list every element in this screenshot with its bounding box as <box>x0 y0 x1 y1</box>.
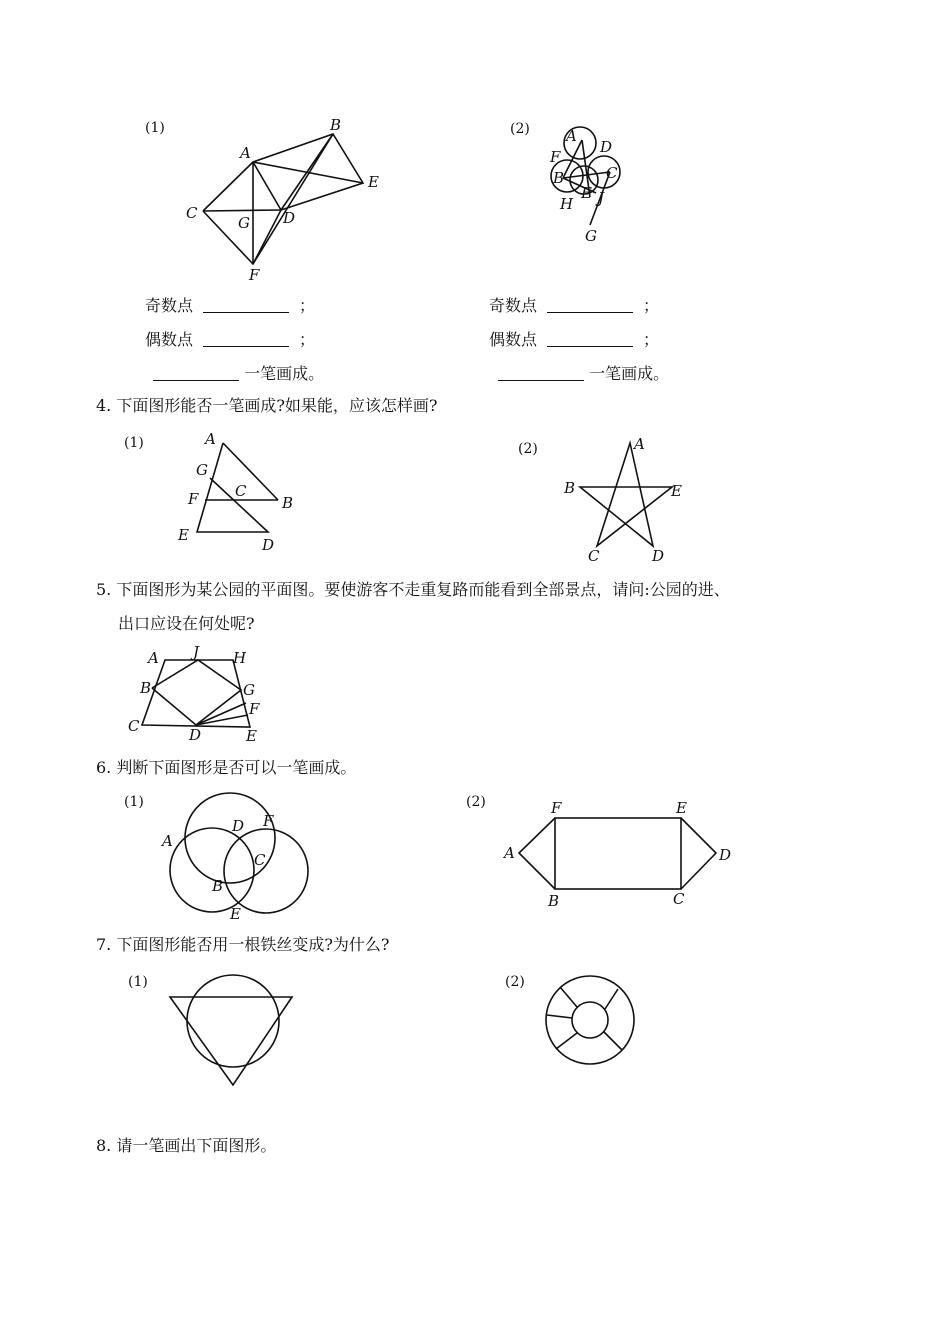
label-D: D <box>600 138 613 156</box>
q5-park-figure <box>125 645 275 745</box>
q8-text: 8. 请一笔画出下面图形。 <box>96 1136 277 1155</box>
label-E: E <box>178 526 189 544</box>
label-D: D <box>232 817 245 835</box>
q7-fig2-number: (2) <box>505 974 525 990</box>
label-A: A <box>504 844 515 862</box>
label-C: C <box>588 547 600 565</box>
label-B: B <box>330 116 342 134</box>
label-D: D <box>283 209 296 227</box>
q6-text: 6. 判断下面图形是否可以一笔画成。 <box>96 758 357 777</box>
q3-fig1-odd-line <box>145 296 315 316</box>
label-C: C <box>254 851 266 869</box>
q7-fig1-number: (1) <box>128 974 148 990</box>
q3-figure-2 <box>500 115 640 250</box>
label-E: E <box>671 482 682 500</box>
q6-figure-1 <box>120 785 320 925</box>
label-F: F <box>263 812 274 830</box>
label-G: G <box>585 227 597 245</box>
label-C: C <box>606 164 618 182</box>
q3-figure-1 <box>130 110 400 290</box>
label-C: C <box>186 204 198 222</box>
q7-figure-2 <box>500 965 650 1070</box>
label-B: B <box>548 892 560 910</box>
q5-text-line2: 出口应设在何处呢? <box>118 614 255 633</box>
q7-text: 7. 下面图形能否用一根铁丝变成?为什么? <box>96 935 390 954</box>
label-C: C <box>128 717 140 735</box>
label-B: B <box>282 494 294 512</box>
label-H: H <box>560 195 574 213</box>
answer-blank[interactable] <box>203 330 289 347</box>
q4-fig2-number: (2) <box>518 441 538 457</box>
semicolon: ； <box>643 330 660 349</box>
label-J: J <box>193 643 200 661</box>
even-label: 偶数点 <box>145 330 194 349</box>
label-F: F <box>551 799 562 817</box>
label-H: H <box>233 649 247 667</box>
q4-figure-2 <box>510 430 700 565</box>
label-J: J <box>598 189 605 207</box>
label-G: G <box>243 681 255 699</box>
label-E: E <box>368 173 379 191</box>
q4-fig1-number: (1) <box>124 435 144 451</box>
label-B: B <box>140 679 152 697</box>
q6-fig2-number: (2) <box>466 794 486 810</box>
even-label: 偶数点 <box>489 330 538 349</box>
draw-text: 一笔画成。 <box>244 364 325 383</box>
label-F: F <box>550 148 561 166</box>
q4-text: 4. 下面图形能否一笔画成?如果能，应该怎样画? <box>96 396 438 415</box>
label-E: E <box>676 799 687 817</box>
q5-text-line1: 5. 下面图形为某公园的平面图。要使游客不走重复路而能看到全部景点，请问:公园的进、 <box>96 580 730 599</box>
label-G: G <box>238 214 250 232</box>
label-D: D <box>189 726 202 744</box>
label-G: G <box>196 461 208 479</box>
label-A: A <box>566 127 577 145</box>
answer-blank[interactable] <box>203 296 289 313</box>
q3-fig2-draw-line <box>498 364 669 384</box>
answer-blank[interactable] <box>547 296 633 313</box>
label-C: C <box>673 890 685 908</box>
answer-blank[interactable] <box>498 364 584 381</box>
answer-blank[interactable] <box>153 364 239 381</box>
label-F: F <box>249 266 260 284</box>
label-F: F <box>188 490 199 508</box>
label-B: B <box>553 169 565 187</box>
label-D: D <box>719 846 732 864</box>
q4-figure-1 <box>120 425 320 560</box>
label-E: E <box>246 727 257 745</box>
label-E: E <box>581 184 592 202</box>
semicolon: ； <box>299 296 316 315</box>
label-A: A <box>162 832 173 850</box>
label-C: C <box>235 482 247 500</box>
answer-blank[interactable] <box>547 330 633 347</box>
q6-figure-2 <box>460 790 740 915</box>
q7-figure-1 <box>120 965 310 1090</box>
draw-text: 一笔画成。 <box>589 364 670 383</box>
label-A: A <box>240 144 251 162</box>
label-D: D <box>652 547 665 565</box>
semicolon: ； <box>643 296 660 315</box>
label-E: E <box>230 905 241 923</box>
label-B: B <box>212 877 224 895</box>
label-D: D <box>262 536 275 554</box>
label-A: A <box>148 649 159 667</box>
q3-fig2-even-line <box>489 330 659 350</box>
q6-fig1-number: (1) <box>124 794 144 810</box>
q3-fig2-odd-line <box>489 296 659 316</box>
q3-fig1-draw-line <box>153 364 324 384</box>
odd-label: 奇数点 <box>145 296 194 315</box>
label-A: A <box>634 435 645 453</box>
label-B: B <box>564 479 576 497</box>
label-F: F <box>249 700 260 718</box>
semicolon: ； <box>299 330 316 349</box>
odd-label: 奇数点 <box>489 296 538 315</box>
label-A: A <box>205 430 216 448</box>
q3-fig2-number: (2) <box>510 121 530 137</box>
q3-fig1-even-line <box>145 330 315 350</box>
q3-fig1-number: (1) <box>145 120 165 136</box>
